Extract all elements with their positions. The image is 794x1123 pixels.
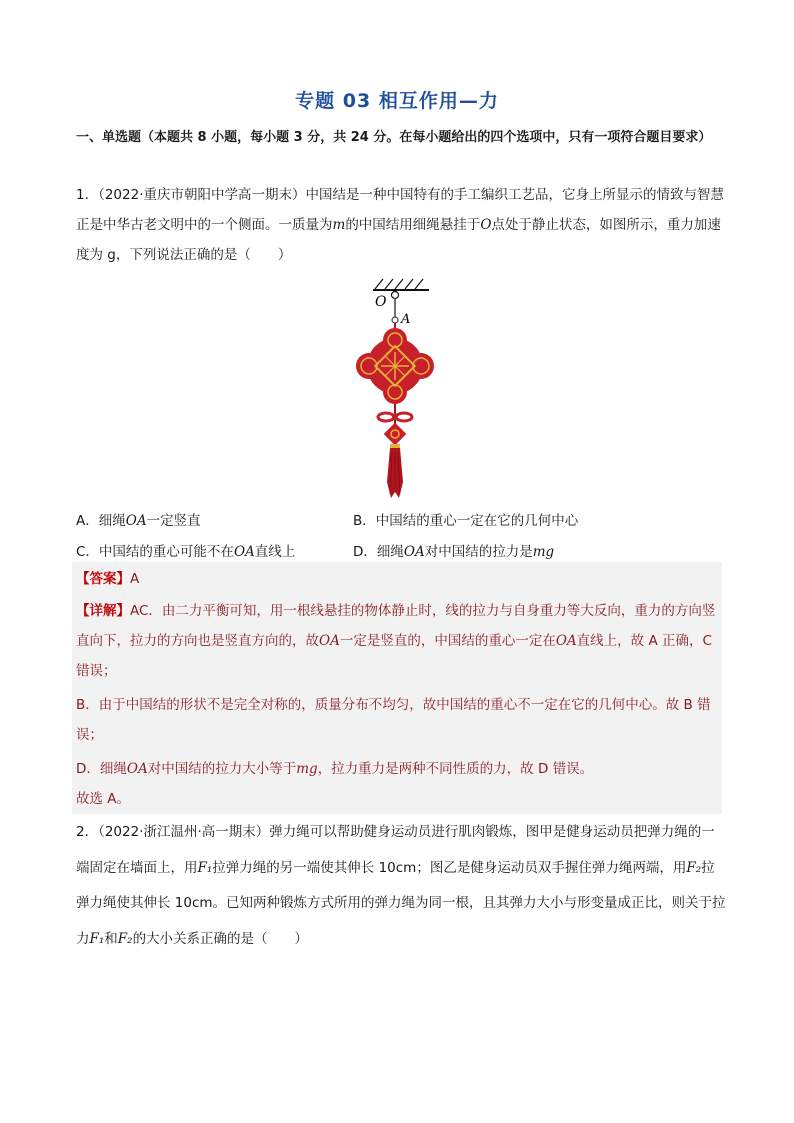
q1-text-1: 1．（2022·重庆市朝阳中学高一期末）中国结是一种中国特有的手工编织工艺品，它身上所显示的情致与智慧正是中华古老文明中的一个侧面。一质量为: [76, 187, 724, 233]
knot-bead: [384, 423, 407, 448]
section-header: 一、单选题（本题共 8 小题，每小题 3 分，共 24 分。在每小题给出的四个选项中，只有一项符合题目要求）: [76, 130, 712, 145]
page-title: 专题 03 相互作用—力: [295, 90, 499, 112]
q1-text-3: 点处于静止状态，如图所示，重力加速度为 g，下列说法正确的是（ ）: [76, 217, 721, 263]
q2-var-f1: F₁: [197, 859, 213, 876]
q1-var-o: O: [480, 217, 492, 233]
detail-d-text-2: 对中国结的拉力大小等于: [147, 761, 297, 777]
option-b[interactable]: B．中国结的重心一定在它的几何中心: [353, 513, 579, 529]
q2-text-3: 拉弹力绳使其伸长 10cm。已知两种锻炼方式所用的弹力绳为同一根，且其弹力大小与形变量成正比，则关于拉力: [76, 859, 726, 947]
q2-text-2: 拉弹力绳的另一端使其伸长 10cm；图乙是健身运动员双手握住弹力绳两端，用: [212, 859, 687, 876]
option-c[interactable]: [76, 540, 295, 560]
answer-line: [76, 564, 722, 594]
option-a-var-oa: OA: [125, 513, 147, 529]
detail-d-var-mg: mg: [296, 761, 318, 777]
detail-ac-text-3: 直线上，故 A 正确，C 错误；: [76, 633, 712, 679]
option-d[interactable]: [353, 540, 554, 560]
q1-var-m: m: [332, 217, 346, 233]
option-d-var-mg: mg: [532, 544, 555, 560]
question-1-stem: [76, 180, 726, 270]
chinese-knot-figure: [345, 276, 445, 502]
figure-label-o: O: [375, 294, 387, 310]
option-d-text-2: 对中国结的拉力是: [424, 544, 533, 560]
detail-ac-var-oa-2: OA: [555, 633, 577, 649]
detail-conclusion: 故选 A。: [76, 791, 131, 807]
detail-ac-var-oa-1: OA: [319, 633, 340, 649]
detail-tag: 【详解】: [76, 603, 130, 619]
question-2-stem: [76, 815, 726, 957]
detail-d: [76, 754, 722, 784]
q2-var-f2: F₂: [686, 859, 702, 876]
detail-d-text-3: ，拉力重力是两种不同性质的力，故 D 错误。: [317, 761, 594, 777]
detail-ac-text-1: AC．由二力平衡可知，用一根线悬挂的物体静止时，线的拉力与自身重力等大反向，重力的方向竖直向下，拉力的方向也是竖直方向的，故: [76, 603, 716, 649]
detail-d-text-1: D．细绳: [76, 761, 127, 777]
option-a-text-2: 一定竖直: [146, 513, 201, 529]
detail-ac-text-2: 一定是竖直的，中国结的重心一定在: [339, 633, 556, 649]
detail-b: B．由于中国结的形状不是完全对称的，质量分布不均匀，故中国结的重心不一定在它的几何中心。故 B 错误；: [76, 697, 711, 743]
point-a: [392, 317, 398, 323]
q2-text-5: 的大小关系正确的是（ ）: [132, 930, 309, 947]
q2-var-f1-b: F₁: [89, 930, 105, 947]
option-c-text-1: C．中国结的重心可能不在: [76, 544, 234, 560]
q2-text-1: 2．（2022·浙江温州·高一期末）弹力绳可以帮助健身运动员进行肌肉锻炼，图甲是健身运动员把弹力绳的一端固定在墙面上，用: [76, 824, 715, 876]
figure-label-a: A: [401, 312, 411, 327]
q2-text-4: 和: [104, 930, 118, 947]
q1-text-2: 的中国结用细绳悬挂于: [345, 217, 481, 233]
q2-var-f2-b: F₂: [117, 930, 133, 947]
answer-value: A: [130, 571, 140, 587]
option-d-var-oa: OA: [403, 544, 425, 560]
option-d-text-1: D．细绳: [353, 544, 404, 560]
detail-ac: [76, 596, 722, 686]
ceiling-hatch: [375, 279, 423, 289]
knot-main: [356, 328, 434, 404]
knot-tassel: [387, 448, 403, 498]
detail-d-var-oa: OA: [126, 761, 148, 777]
point-o: [392, 292, 399, 299]
answer-tag: 【答案】: [76, 571, 130, 587]
option-c-text-2: 直线上: [254, 544, 296, 560]
option-a[interactable]: [76, 509, 201, 529]
option-c-var-oa: OA: [233, 544, 255, 560]
option-a-text-1: A．细绳: [76, 513, 126, 529]
